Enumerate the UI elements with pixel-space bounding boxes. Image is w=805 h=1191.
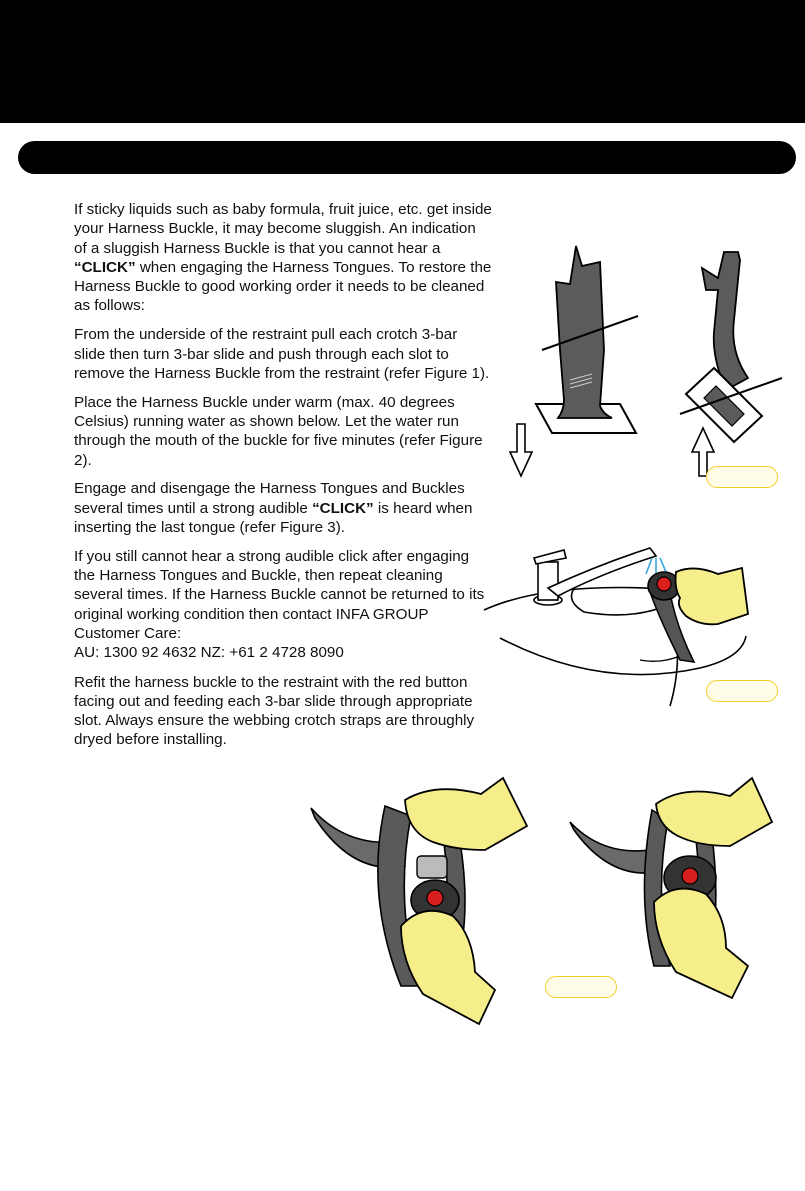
hand-bottom (401, 911, 495, 1024)
red-release-button (657, 577, 671, 591)
figure-3-label (545, 976, 617, 998)
paragraph-refit: Refit the harness buckle to the restraint with the red button facing out and feeding each 3-bar slide through appropriate slot. Always ensure the webbing crotch straps are throughly dryed before installing. (74, 673, 475, 749)
harness-tongue (417, 856, 447, 878)
tap-handle (534, 550, 566, 564)
hand-bottom (654, 889, 748, 998)
section-title-bar (18, 141, 796, 174)
crotch-strap-right (702, 252, 748, 390)
arrow-down-icon (510, 424, 532, 476)
hand-illustration (676, 568, 749, 624)
figure-1-illustration (500, 238, 800, 488)
figure-2-label (706, 680, 778, 702)
paragraph-engage: Engage and disengage the Harness Tongues and Buckles several times until a strong audible “CLICK” is heard when inserting the last tongue (refer Figure 3). (74, 480, 473, 536)
click-emphasis: “CLICK” (74, 258, 136, 276)
header-band (0, 0, 805, 123)
hand-top (405, 778, 527, 850)
paragraph-sluggish: If sticky liquids such as baby formula, fruit juice, etc. get inside your Harness Buckle, it may become sluggish. An indication of a sluggish Harness Buckle is that you cannot hear a “CLICK” when engaging the Harness Tongues. To restore the Harness Buckle to good working order it needs to be cleaned as follows: (74, 201, 492, 315)
click-emphasis: “CLICK” (312, 499, 374, 517)
red-release-button (682, 868, 698, 884)
figure-1-label (706, 466, 778, 488)
customer-care-phone: AU: 1300 92 4632 NZ: +61 2 4728 8090 (74, 644, 344, 662)
paragraph-remove-buckle: From the underside of the restraint pull each crotch 3-bar slide then turn 3-bar slide and push through each slot to remove the Harness Buckle from the restraint (refer Figure 1). (74, 326, 490, 382)
crotch-strap-left (556, 246, 612, 418)
hand-top (656, 778, 772, 846)
instructions-text (74, 200, 492, 759)
figure-3-illustration-b (566, 776, 766, 1006)
paragraph-wash-buckle: Place the Harness Buckle under warm (max. 40 degrees Celsius) running water as shown below. Let the water run through the mouth of the buckle for five minutes (refer Figure 2). (74, 393, 483, 469)
paragraph-customer-care: If you still cannot hear a strong audible click after engaging the Harness Tongues and Buckle, then repeat cleaning several times. If the Harness Buckle cannot be returned to its original working condition then contact INFA GROUP Customer Care: AU: 1300 92 4632 NZ: +61 2 4728 8090 (74, 547, 485, 662)
red-release-button (427, 890, 443, 906)
figure-3-illustration-a (305, 776, 535, 1040)
